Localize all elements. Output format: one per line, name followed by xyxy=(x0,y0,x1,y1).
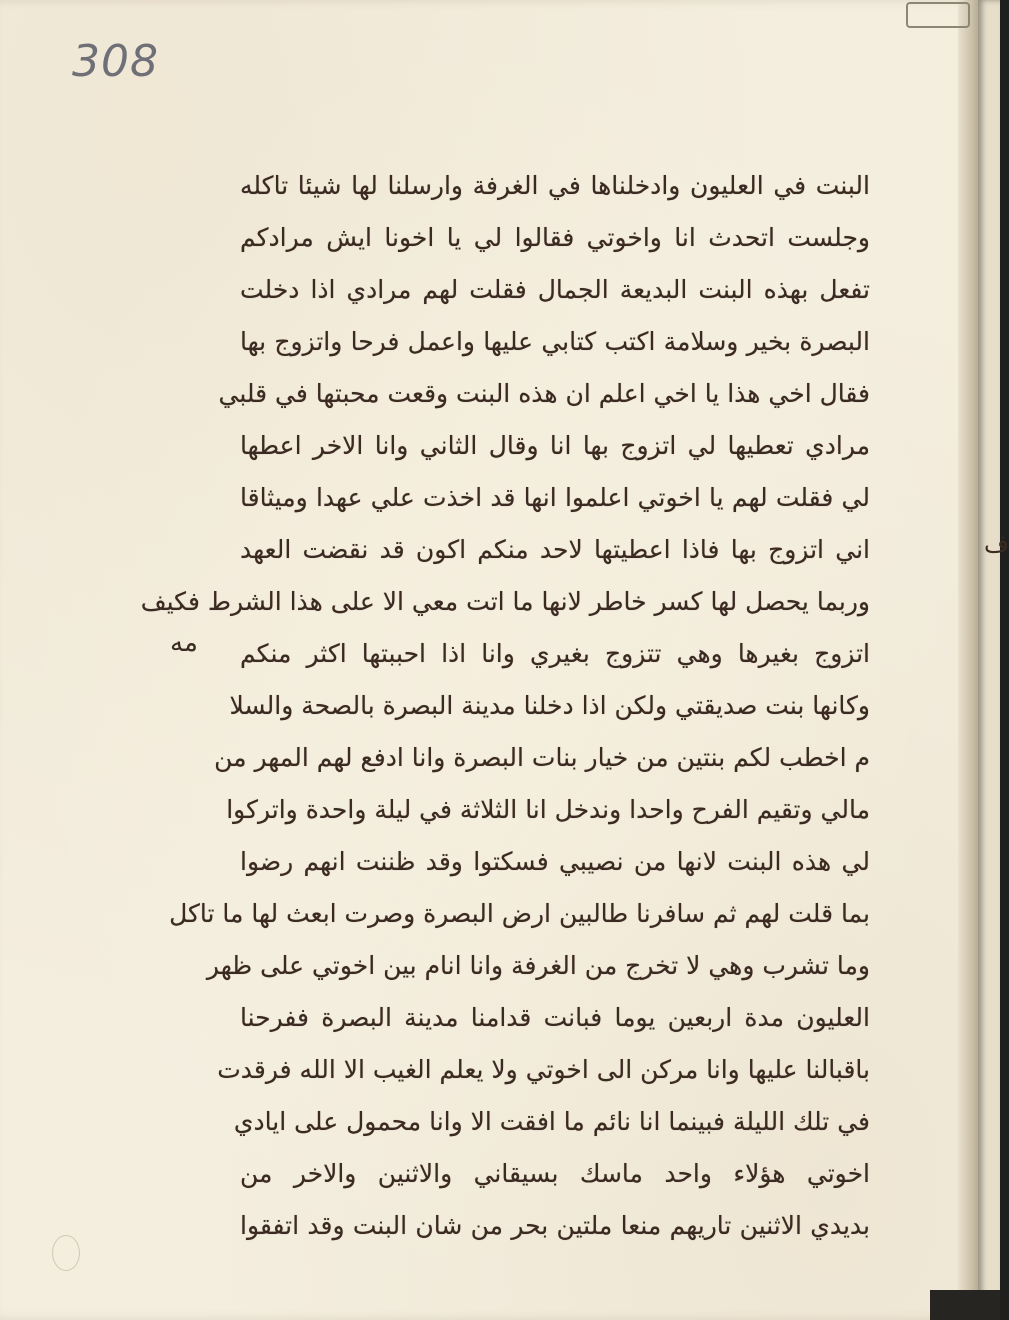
text-line: م اخطب لكم بنتين من خيار بنات البصرة وانا ادفع لهم المهر من xyxy=(214,743,870,772)
page-gutter xyxy=(958,0,978,1320)
folio-number: 308 xyxy=(72,36,159,87)
text-line: اني اتزوج بها فاذا اعطيتها لاحد منكم اكون قد نقضت العهد xyxy=(240,535,870,564)
text-line: وكانها بنت صديقتي ولكن اذا دخلنا مدينة البصرة بالصحة والسلا xyxy=(229,691,870,720)
text-line: بما قلت لهم ثم سافرنا طالبين ارض البصرة وصرت ابعث لها ما تاكل xyxy=(169,899,870,928)
manuscript-text xyxy=(140,160,870,1240)
edge-mark: ف xyxy=(984,530,1009,558)
text-line: البصرة بخير وسلامة اكتب كتابي عليها واعمل فرحا واتزوج بها xyxy=(240,327,870,356)
text-line: اتزوج بغيرها وهي تتزوج بغيري وانا اذا احببتها اكثر منكم xyxy=(240,639,870,668)
text-line: بديدي الاثنين تاريهم منعا ملتين بحر من شان البنت وقد اتفقوا xyxy=(240,1211,870,1240)
text-line: مالي وتقيم الفرح واحدا وندخل انا الثلاثة في ليلة واحدة واتركوا xyxy=(226,795,870,824)
background-corner xyxy=(930,1290,1000,1320)
margin-note: مه xyxy=(170,628,198,658)
adjacent-page-edge xyxy=(978,0,1000,1320)
text-line: باقبالنا عليها وانا مركن الى اخوتي ولا يعلم الغيب الا الله فرقدت xyxy=(217,1055,870,1084)
text-line: وربما يحصل لها كسر خاطر لانها ما اتت معي الا على هذا الشرط فكيف xyxy=(140,587,870,616)
text-line: لي فقلت لهم يا اخوتي اعلموا انها قد اخذت علي عهدا وميثاقا xyxy=(240,483,870,512)
text-line: في تلك الليلة فبينما انا نائم ما افقت الا وانا محمول على ايادي xyxy=(233,1107,870,1136)
text-line: اخوتي هؤلاء واحد ماسك بسيقاني والاثنين والاخر من xyxy=(240,1159,870,1188)
text-line: لي هذه البنت لانها من نصيبي فسكتوا وقد ظننت انهم رضوا xyxy=(240,847,870,876)
text-line: وجلست اتحدث انا واخوتي فقالوا لي يا اخونا ايش مرادكم xyxy=(240,223,870,252)
text-line: العليون مدة اربعين يوما فبانت قدامنا مدينة البصرة ففرحنا xyxy=(240,1003,870,1032)
text-line: فقال اخي هذا يا اخي اعلم ان هذه البنت وقعت محبتها في قلبي xyxy=(218,379,870,408)
text-line: تفعل بهذه البنت البديعة الجمال فقلت لهم مرادي اذا دخلت xyxy=(240,275,870,304)
text-line: وما تشرب وهي لا تخرج من الغرفة وانا انام بين اخوتي على ظهر xyxy=(206,951,870,980)
binding-clip xyxy=(906,2,970,28)
text-line: مرادي تعطيها لي اتزوج بها انا وقال الثاني وانا الاخر اعطها xyxy=(240,431,870,460)
text-line: البنت في العليون وادخلناها في الغرفة وارسلنا لها شيئا تاكله xyxy=(240,171,870,200)
paper-stain xyxy=(52,1235,80,1271)
